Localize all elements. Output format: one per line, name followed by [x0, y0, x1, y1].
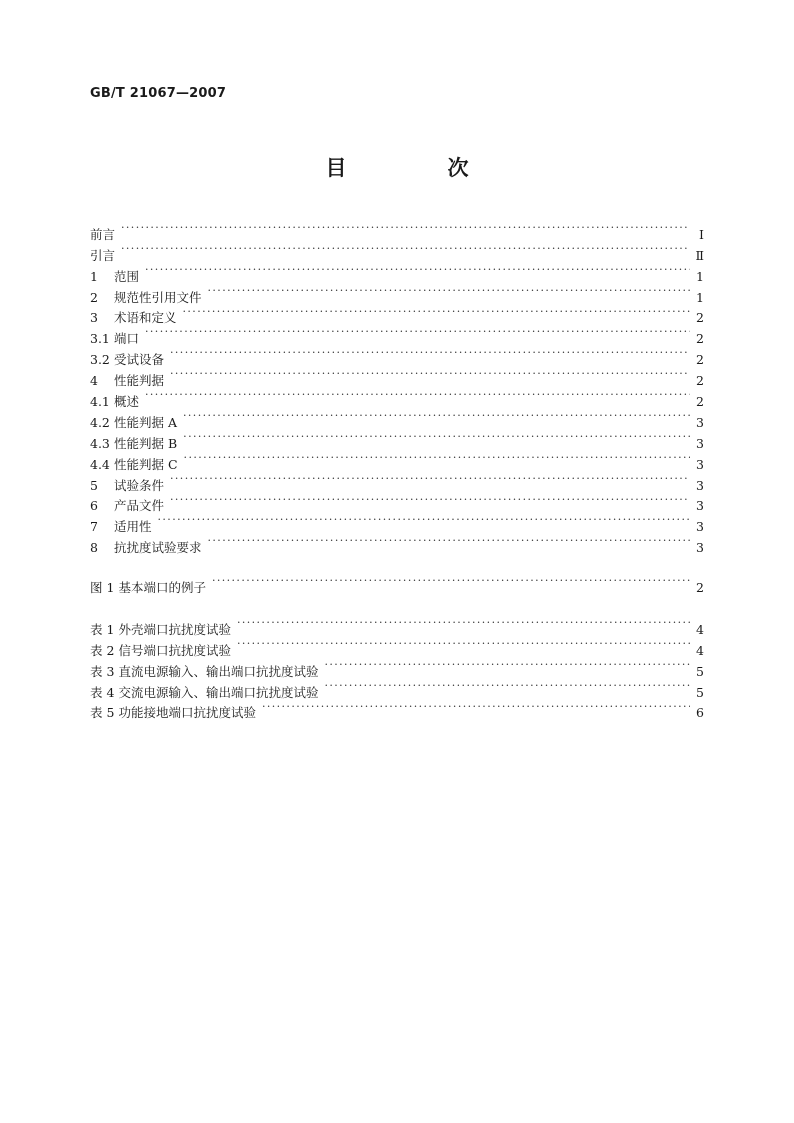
toc-entry-page: 3: [696, 414, 704, 430]
leader-dots: [121, 239, 689, 260]
leader-dots: [324, 676, 690, 697]
toc-entry[interactable]: [90, 510, 704, 535]
toc-entry[interactable]: [90, 302, 704, 326]
toc-entry-number: 3: [90, 310, 98, 326]
toc-entry-number: 6: [90, 498, 98, 514]
toc-entry[interactable]: [90, 385, 704, 410]
toc-entry-number: 图 1: [90, 579, 115, 595]
leader-dots: [170, 343, 690, 364]
toc-entry-label: 抗扰度试验要求: [114, 540, 202, 556]
toc-entry[interactable]: [90, 260, 704, 284]
leader-dots: [170, 490, 690, 511]
leader-dots: [121, 218, 690, 239]
toc-entry-label: 适用性: [114, 519, 152, 535]
toc-entry-label: 范围: [114, 268, 140, 284]
leader-dots: [208, 281, 690, 302]
toc-entry-number: 表 3: [90, 663, 115, 679]
toc-entry-page: 1: [696, 268, 704, 284]
leader-dots: [145, 322, 690, 343]
toc-entry-label: 概述: [114, 394, 140, 410]
toc-entry-page: 2: [696, 373, 704, 389]
leader-dots: [170, 469, 690, 490]
toc-entry-page: 2: [696, 352, 704, 368]
toc-entry-number: 7: [90, 519, 98, 535]
toc-entry-number: 3.1: [90, 331, 110, 347]
toc-entry-number: 4.4: [90, 456, 110, 472]
toc-entry[interactable]: [90, 281, 704, 305]
toc-entry[interactable]: [90, 239, 704, 263]
toc-entry-number: 5: [90, 477, 98, 493]
toc-entry-page: 3: [696, 540, 704, 556]
toc-entry-page: 3: [696, 498, 704, 514]
toc-entry-number: 4.3: [90, 435, 110, 451]
toc-entry-label: 引言: [90, 247, 116, 263]
toc-entry[interactable]: [90, 343, 704, 368]
toc-entry-page: 4: [696, 621, 704, 637]
toc-entry-label: 受试设备: [114, 352, 165, 368]
toc-entry-number: 表 5: [90, 705, 115, 721]
toc-entry-label: 直流电源输入、输出端口抗扰度试验: [118, 663, 319, 679]
toc-table-list: [90, 613, 704, 721]
toc-entry-label: 规范性引用文件: [114, 289, 202, 305]
toc-entry-number: 表 1: [90, 621, 115, 637]
toc-entry[interactable]: [90, 322, 704, 347]
toc-entry-page: 2: [696, 331, 704, 347]
leader-dots: [183, 427, 690, 448]
toc-entry-number: 表 2: [90, 642, 115, 658]
toc-entry[interactable]: [90, 469, 704, 493]
toc-entry-label: 性能判据: [114, 373, 165, 389]
toc-entry-number: 2: [90, 289, 98, 305]
standard-code: GB/T 21067—2007: [90, 86, 227, 101]
toc-entry-label: 交流电源输入、输出端口抗扰度试验: [118, 684, 319, 700]
leader-dots: [324, 655, 690, 676]
toc-entry-label: 性能判据 A: [114, 414, 178, 430]
leader-dots: [237, 634, 690, 655]
toc-entry-label: 基本端口的例子: [118, 579, 206, 595]
leader-dots: [145, 385, 690, 406]
toc-table-entry[interactable]: [90, 613, 704, 637]
toc-entry-label: 信号端口抗扰度试验: [118, 642, 231, 658]
toc-entry-number: 4.2: [90, 414, 110, 430]
toc-figure-list: [90, 571, 704, 595]
leader-dots: [158, 510, 690, 531]
toc-entry-number: 4: [90, 373, 98, 389]
toc-entry-label: 术语和定义: [114, 310, 177, 326]
leader-dots: [237, 613, 690, 634]
leader-dots: [212, 571, 690, 592]
toc-entry-number: 表 4: [90, 684, 115, 700]
toc-entry-page: 1: [696, 289, 704, 305]
toc-entry-page: Ⅰ: [699, 226, 704, 242]
toc-entry-page: 5: [696, 684, 704, 700]
toc-entry-label: 前言: [90, 226, 116, 242]
leader-dots: [183, 406, 690, 427]
leader-dots: [145, 260, 690, 281]
leader-dots: [208, 531, 690, 552]
toc-entry-label: 产品文件: [114, 498, 165, 514]
toc-entry[interactable]: [90, 490, 704, 514]
toc-entry-label: 端口: [114, 331, 140, 347]
toc-entry-page: 3: [696, 477, 704, 493]
toc-entry-number: 1: [90, 268, 98, 284]
toc-entry-page: 4: [696, 642, 704, 658]
toc-entry-page: 2: [696, 310, 704, 326]
leader-dots: [262, 697, 690, 718]
toc-entry[interactable]: [90, 218, 704, 242]
toc-entry[interactable]: [90, 364, 704, 389]
toc-entry-label: 功能接地端口抗扰度试验: [118, 705, 256, 721]
toc-entry-number: 4.1: [90, 394, 110, 410]
toc-main-list: [90, 218, 704, 556]
toc-entry-label: 性能判据 C: [114, 456, 178, 472]
toc-entry-page: 5: [696, 663, 704, 679]
leader-dots: [170, 364, 690, 385]
page-title: 目 次: [325, 156, 509, 180]
toc-entry-number: 3.2: [90, 352, 110, 368]
toc-entry-page: 3: [696, 519, 704, 535]
toc-entry[interactable]: [90, 531, 704, 556]
toc-entry-label: 性能判据 B: [114, 435, 178, 451]
toc-figure-entry[interactable]: [90, 571, 704, 595]
toc-entry-page: 3: [696, 435, 704, 451]
leader-dots: [183, 302, 690, 323]
toc-entry-page: 2: [696, 579, 704, 595]
toc-entry-number: 8: [90, 540, 98, 556]
toc-entry[interactable]: [90, 406, 704, 430]
toc-entry-page: 2: [696, 394, 704, 410]
toc-entry-label: 外壳端口抗扰度试验: [118, 621, 231, 637]
toc-entry-page: Ⅱ: [695, 247, 704, 263]
toc-entry-label: 试验条件: [114, 477, 165, 493]
toc-entry-page: 6: [696, 705, 704, 721]
toc-entry-page: 3: [696, 456, 704, 472]
leader-dots: [184, 448, 690, 469]
